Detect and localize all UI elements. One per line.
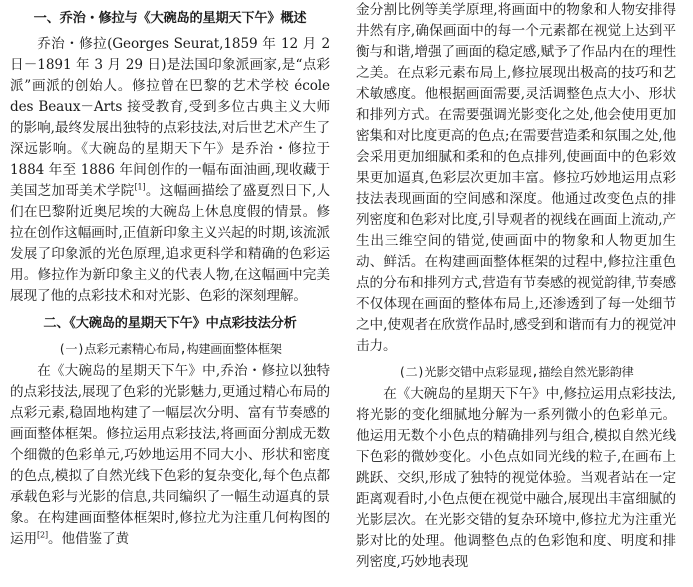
subsection-two-paragraph: 在《大碗岛的星期天下午》中,修拉运用点彩技法,将光影的变化细腻地分解为一系列微小的色彩单元。他运用无数个小色点的精确排列与组合,模拟自然光线下色彩的微妙变化。小色点如同光线的粒子,在画布上跳跃、交织,形成了独特的视觉体验。当观者站在一定距离观看时,小色点便在视觉中融合,展现出丰富细腻的光影层次。在光影交错的复杂环境中,修拉尤为注重光影对比的处理。他调整色点的色彩饱和度、明度和排列密度,巧妙地表现 xyxy=(356,386,676,570)
citation-ref-2[interactable]: [2] xyxy=(37,530,49,540)
left-column xyxy=(10,0,330,550)
section-one-title: 一、乔治・修拉与《大碗岛的星期天下午》概述 xyxy=(33,11,307,26)
section-one-paragraph xyxy=(10,34,330,307)
citation-ref-1[interactable]: [1] xyxy=(134,182,146,192)
subsection-two-title: (二)光影交错中点彩显现,描绘自然光影韵律 xyxy=(398,365,634,379)
subsection-one-title: (一)点彩元素精心布局,构建画面整体框架 xyxy=(58,342,282,356)
subsection-one-text-a: 在《大碗岛的星期天下午》中,乔治・修拉以独特的点彩技法,展现了色彩的光影魅力,更通过精心布局的点彩元素,稳固地构建了一幅层次分明、富有节奏感的画面整体框架。修拉运用点彩技法,将画面分割成无数个细微的色彩单元,巧妙地运用不同大小、形状和密度的色点,模拟了自然光线下色彩的复杂变化,每个色点都承载色彩与光影的信息,共同编织了一幅生动逼真的景象。在构建画面整体框架时,修拉尤为注重几何构图的运用 xyxy=(10,363,330,547)
right-column xyxy=(356,0,676,573)
section-two-title: 二、《大碗岛的星期天下午》中点彩技法分析 xyxy=(43,316,297,331)
continued-paragraph: 金分割比例等美学原理,将画面中的物象和人物安排得井然有序,确保画面中的每一个元素都在视觉上达到平衡与和谐,增强了画面的稳定感,赋予了作品内在的理性之美。在点彩元素布局上,修拉展现出极高的技巧和艺术敏感度。他根据画面需要,灵活调整色点大小、形状和排列方式。在需要强调光影变化之处,他会使用更加密集和对比度更高的色点;在需要营造柔和氛围之处,他会采用更加细腻和柔和的色点排列,使画面中的色彩效果更加逼真,色彩层次更加丰富。修拉巧妙地运用点彩技法表现画面的空间感和深度。他通过改变色点的排列密度和色彩对比度,引导观者的视线在画面上流动,产生出三维空间的错觉,使画面中的物象和人物更加生动、鲜活。在构建画面整体框架的过程中,修拉注重色点的分布和排列方式,营造有节奏感的视觉韵律,节奏感不仅体现在画面的整体布局上,还渗透到了每一处细节之中,使观者在欣赏作品时,感受到和谐而有力的视觉冲击力。 xyxy=(356,2,676,354)
section-one-text-a: 乔治・修拉(Georges Seurat,1859 年 12 月 2 日－1891 年 3 月 29 日)是法国印象派画家,是“点彩派”画派的创始人。修拉曾在巴黎的艺术学校 école des Beaux－Arts 接受教育,受到多位古典主义大师的影响,最终发展出独特的点彩技法,对后世艺术产生了深远影响。《大碗岛的星期天下午》是乔治・修拉于 1884 年至 1886 年间创作的一幅布面油画,现收藏于美国芝加哥美术学院 xyxy=(10,36,330,199)
subsection-one-paragraph xyxy=(10,361,330,550)
subsection-one-text-b: 。他借鉴了黄 xyxy=(48,531,130,547)
section-one-text-b: 。这幅画描绘了盛夏烈日下,人们在巴黎附近奥尼埃的大碗岛上休息度假的情景。修拉在创作这幅画时,正值新印象主义兴起的时期,该流派发展了印象派的光色原理,追求更科学和精确的色彩运用。修拉作为新印象主义的代表人物,在这幅画中完美展现了他的点彩技术和对光影、色彩的深刻理解。 xyxy=(10,183,331,304)
